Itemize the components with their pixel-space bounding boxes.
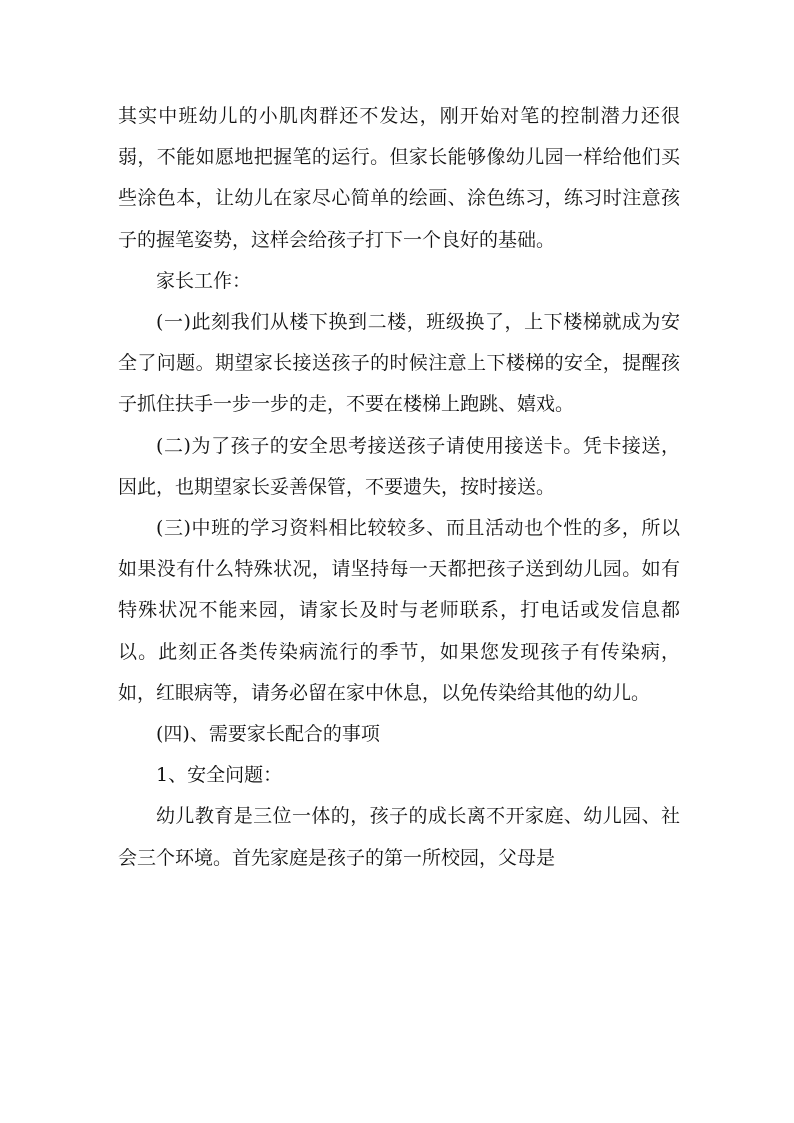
document-body <box>118 96 680 879</box>
heading-parent-cooperation: (四)、需要家长配合的事项 <box>156 723 380 746</box>
heading-parent-work: 家长工作： <box>156 269 252 292</box>
paragraph-attendance: (三)中班的学习资料相比较较多、而且活动也个性的多，所以如果没有什么特殊状况，请坚持每一天都把孩子送到幼儿园。如有特殊状况不能来园，请家长及时与老师联系，打电话或发信息都以。此刻正各类传染病流行的季节，如果您发现孩子有传染病，如，红眼病等，请务必留在家中休息，以免传染给其他的幼儿。 <box>118 517 680 704</box>
paragraph-pickup-card: (二)为了孩子的安全思考接送孩子请使用接送卡。凭卡接送，因此，也期望家长妥善保管，不要遗失，按时接送。 <box>118 434 680 498</box>
paragraph-three-environments: 幼儿教育是三位一体的，孩子的成长离不开家庭、幼儿园、社会三个环境。首先家庭是孩子的第一所校园，父母是 <box>118 805 680 869</box>
paragraph-stairs-safety: (一)此刻我们从楼下换到二楼，班级换了，上下楼梯就成为安全了问题。期望家长接送孩子的时候注意上下楼梯的安全，提醒孩子抓住扶手一步一步的走，不要在楼梯上跑跳、嬉戏。 <box>118 311 680 416</box>
heading-safety-issues: 1、安全问题： <box>156 764 283 787</box>
paragraph-drawing-practice: 其实中班幼儿的小肌肉群还不发达，刚开始对笔的控制潜力还很弱，不能如愿地把握笔的运行。但家长能够像幼儿园一样给他们买些涂色本，让幼儿在家尽心简单的绘画、涂色练习，练习时注意孩子的握笔姿势，这样会给孩子打下一个良好的基础。 <box>118 105 680 251</box>
